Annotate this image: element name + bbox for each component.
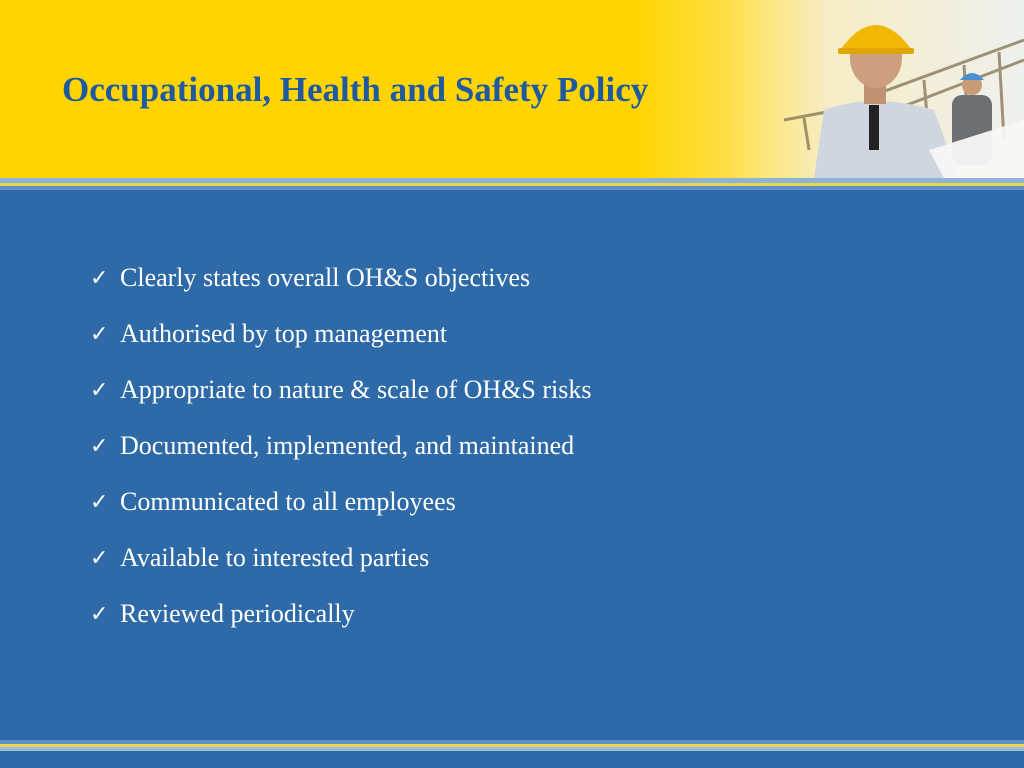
bullet-text: Appropriate to nature & scale of OH&S risks <box>120 375 592 404</box>
bullet-text: Communicated to all employees <box>120 487 456 516</box>
list-item <box>90 530 592 586</box>
check-mark-icon: ✓ <box>90 377 109 403</box>
check-mark-icon: ✓ <box>90 433 109 459</box>
check-mark-icon: ✓ <box>90 321 109 347</box>
bullet-text: Available to interested parties <box>120 543 430 572</box>
footer-band <box>0 751 1024 768</box>
list-item <box>90 362 592 418</box>
check-mark-icon: ✓ <box>90 545 109 571</box>
header-divider-blue <box>0 186 1024 190</box>
check-mark-icon: ✓ <box>90 489 109 515</box>
check-mark-icon: ✓ <box>90 601 109 627</box>
list-item <box>90 586 592 642</box>
bullet-text: Reviewed periodically <box>120 599 355 628</box>
list-item <box>90 474 592 530</box>
bullet-text: Clearly states overall OH&S objectives <box>120 263 531 292</box>
list-item <box>90 250 592 306</box>
slide-title: Occupational, Health and Safety Policy <box>62 70 649 109</box>
list-item <box>90 306 592 362</box>
slide-header <box>0 0 1024 178</box>
bullet-text: Authorised by top management <box>120 319 448 348</box>
list-item <box>90 418 592 474</box>
construction-workers-photo <box>724 0 1024 178</box>
check-mark-icon: ✓ <box>90 265 109 291</box>
bullet-list <box>90 250 592 642</box>
bullet-text: Documented, implemented, and maintained <box>120 431 575 460</box>
